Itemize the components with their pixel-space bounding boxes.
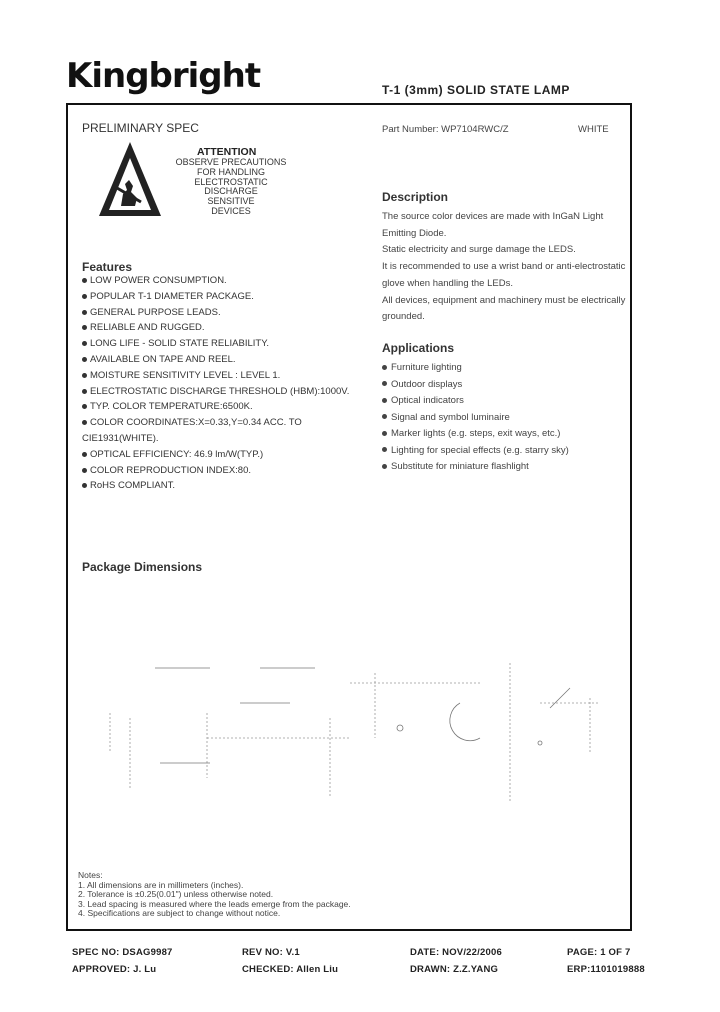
spec-number: SPEC NO: DSAG9987 xyxy=(72,947,173,958)
application-item: Furniture lighting xyxy=(382,360,569,377)
feature-item: COLOR COORDINATES:X=0.33,Y=0.34 ACC. TO xyxy=(82,415,349,431)
feature-item: MOISTURE SENSITIVITY LEVEL : LEVEL 1. xyxy=(82,368,349,384)
package-dimensions-drawing xyxy=(100,658,610,808)
application-item: Lighting for special effects (e.g. starry sky) xyxy=(382,443,569,460)
application-item: Substitute for miniature flashlight xyxy=(382,459,569,476)
feature-item: POPULAR T-1 DIAMETER PACKAGE. xyxy=(82,289,349,305)
notes-line: 1. All dimensions are in millimeters (inches). xyxy=(78,879,244,890)
emitted-color: WHITE xyxy=(578,124,609,135)
notes-line: Notes: xyxy=(78,870,103,880)
esd-warning-icon xyxy=(97,140,163,218)
drawn-by: DRAWN: Z.Z.YANG xyxy=(410,964,499,975)
page-indicator: PAGE: 1 OF 7 xyxy=(567,947,631,958)
feature-item: LOW POWER CONSUMPTION. xyxy=(82,273,349,289)
attention-text xyxy=(170,158,292,217)
approved-by: APPROVED: J. Lu xyxy=(72,964,157,975)
features-list xyxy=(82,273,349,494)
attention-line: OBSERVE PRECAUTIONS xyxy=(175,157,287,167)
description-line: Emitting Diode. xyxy=(382,227,447,239)
company-logo: Kingbright xyxy=(66,56,261,96)
notes-line: 2. Tolerance is ±0.25(0.01") unless otherwise noted. xyxy=(78,889,274,900)
package-heading: Package Dimensions xyxy=(82,560,203,574)
document-title: T-1 (3mm) SOLID STATE LAMP xyxy=(382,83,570,97)
notes-line: 4. Specifications are subject to change without notice. xyxy=(78,908,281,919)
notes-line: 3. Lead spacing is measured where the leads emerge from the package. xyxy=(78,898,351,909)
spec-status: PRELIMINARY SPEC xyxy=(82,121,199,135)
spec-date: DATE: NOV/22/2006 xyxy=(410,947,502,958)
feature-item: AVAILABLE ON TAPE AND REEL. xyxy=(82,352,349,368)
application-item: Optical indicators xyxy=(382,393,569,410)
description-text xyxy=(382,209,632,326)
description-line: The source color devices are made with InGaN Light xyxy=(382,211,604,222)
part-number: Part Number: WP7104RWC/Z xyxy=(382,124,509,135)
applications-heading: Applications xyxy=(382,341,455,355)
description-line: glove when handling the LEDs. xyxy=(382,277,513,289)
application-item: Outdoor displays xyxy=(382,377,569,394)
feature-item: ELECTROSTATIC DISCHARGE THRESHOLD (HBM):1000V. xyxy=(82,384,349,400)
feature-item: GENERAL PURPOSE LEADS. xyxy=(82,305,349,321)
attention-line: DISCHARGE xyxy=(204,186,258,197)
feature-item: RELIABLE AND RUGGED. xyxy=(82,320,349,336)
feature-item: LONG LIFE - SOLID STATE RELIABILITY. xyxy=(82,336,349,352)
feature-item: TYP. COLOR TEMPERATURE:6500K. xyxy=(82,399,349,415)
attention-line: FOR HANDLING xyxy=(196,166,265,177)
attention-title: ATTENTION xyxy=(197,146,257,158)
erp-number: ERP:1101019888 xyxy=(567,964,645,975)
checked-by: CHECKED: Allen Liu xyxy=(242,964,339,975)
revision-number: REV NO: V.1 xyxy=(242,947,300,958)
description-line: Static electricity and surge damage the LEDS. xyxy=(382,244,576,256)
attention-line: ELECTROSTATIC xyxy=(194,176,268,187)
description-line: It is recommended to use a wrist band or anti-electrostatic xyxy=(382,261,626,273)
description-line: grounded. xyxy=(382,311,425,323)
description-line: All devices, equipment and machinery must be electrically xyxy=(382,294,626,306)
application-item: Marker lights (e.g. steps, exit ways, etc.) xyxy=(382,426,569,443)
attention-line: DEVICES xyxy=(211,205,251,216)
attention-line: SENSITIVE xyxy=(207,196,255,207)
feature-item: COLOR REPRODUCTION INDEX:80. xyxy=(82,463,349,479)
feature-item: OPTICAL EFFICIENCY: 46.9 lm/W(TYP.) xyxy=(82,447,349,463)
description-heading: Description xyxy=(382,190,449,204)
feature-item-continued: CIE1931(WHITE). xyxy=(82,432,159,444)
application-item: Signal and symbol luminaire xyxy=(382,410,569,427)
features-heading: Features xyxy=(82,260,133,274)
applications-list xyxy=(382,360,569,476)
feature-item: RoHS COMPLIANT. xyxy=(82,478,349,494)
package-notes xyxy=(78,871,351,919)
